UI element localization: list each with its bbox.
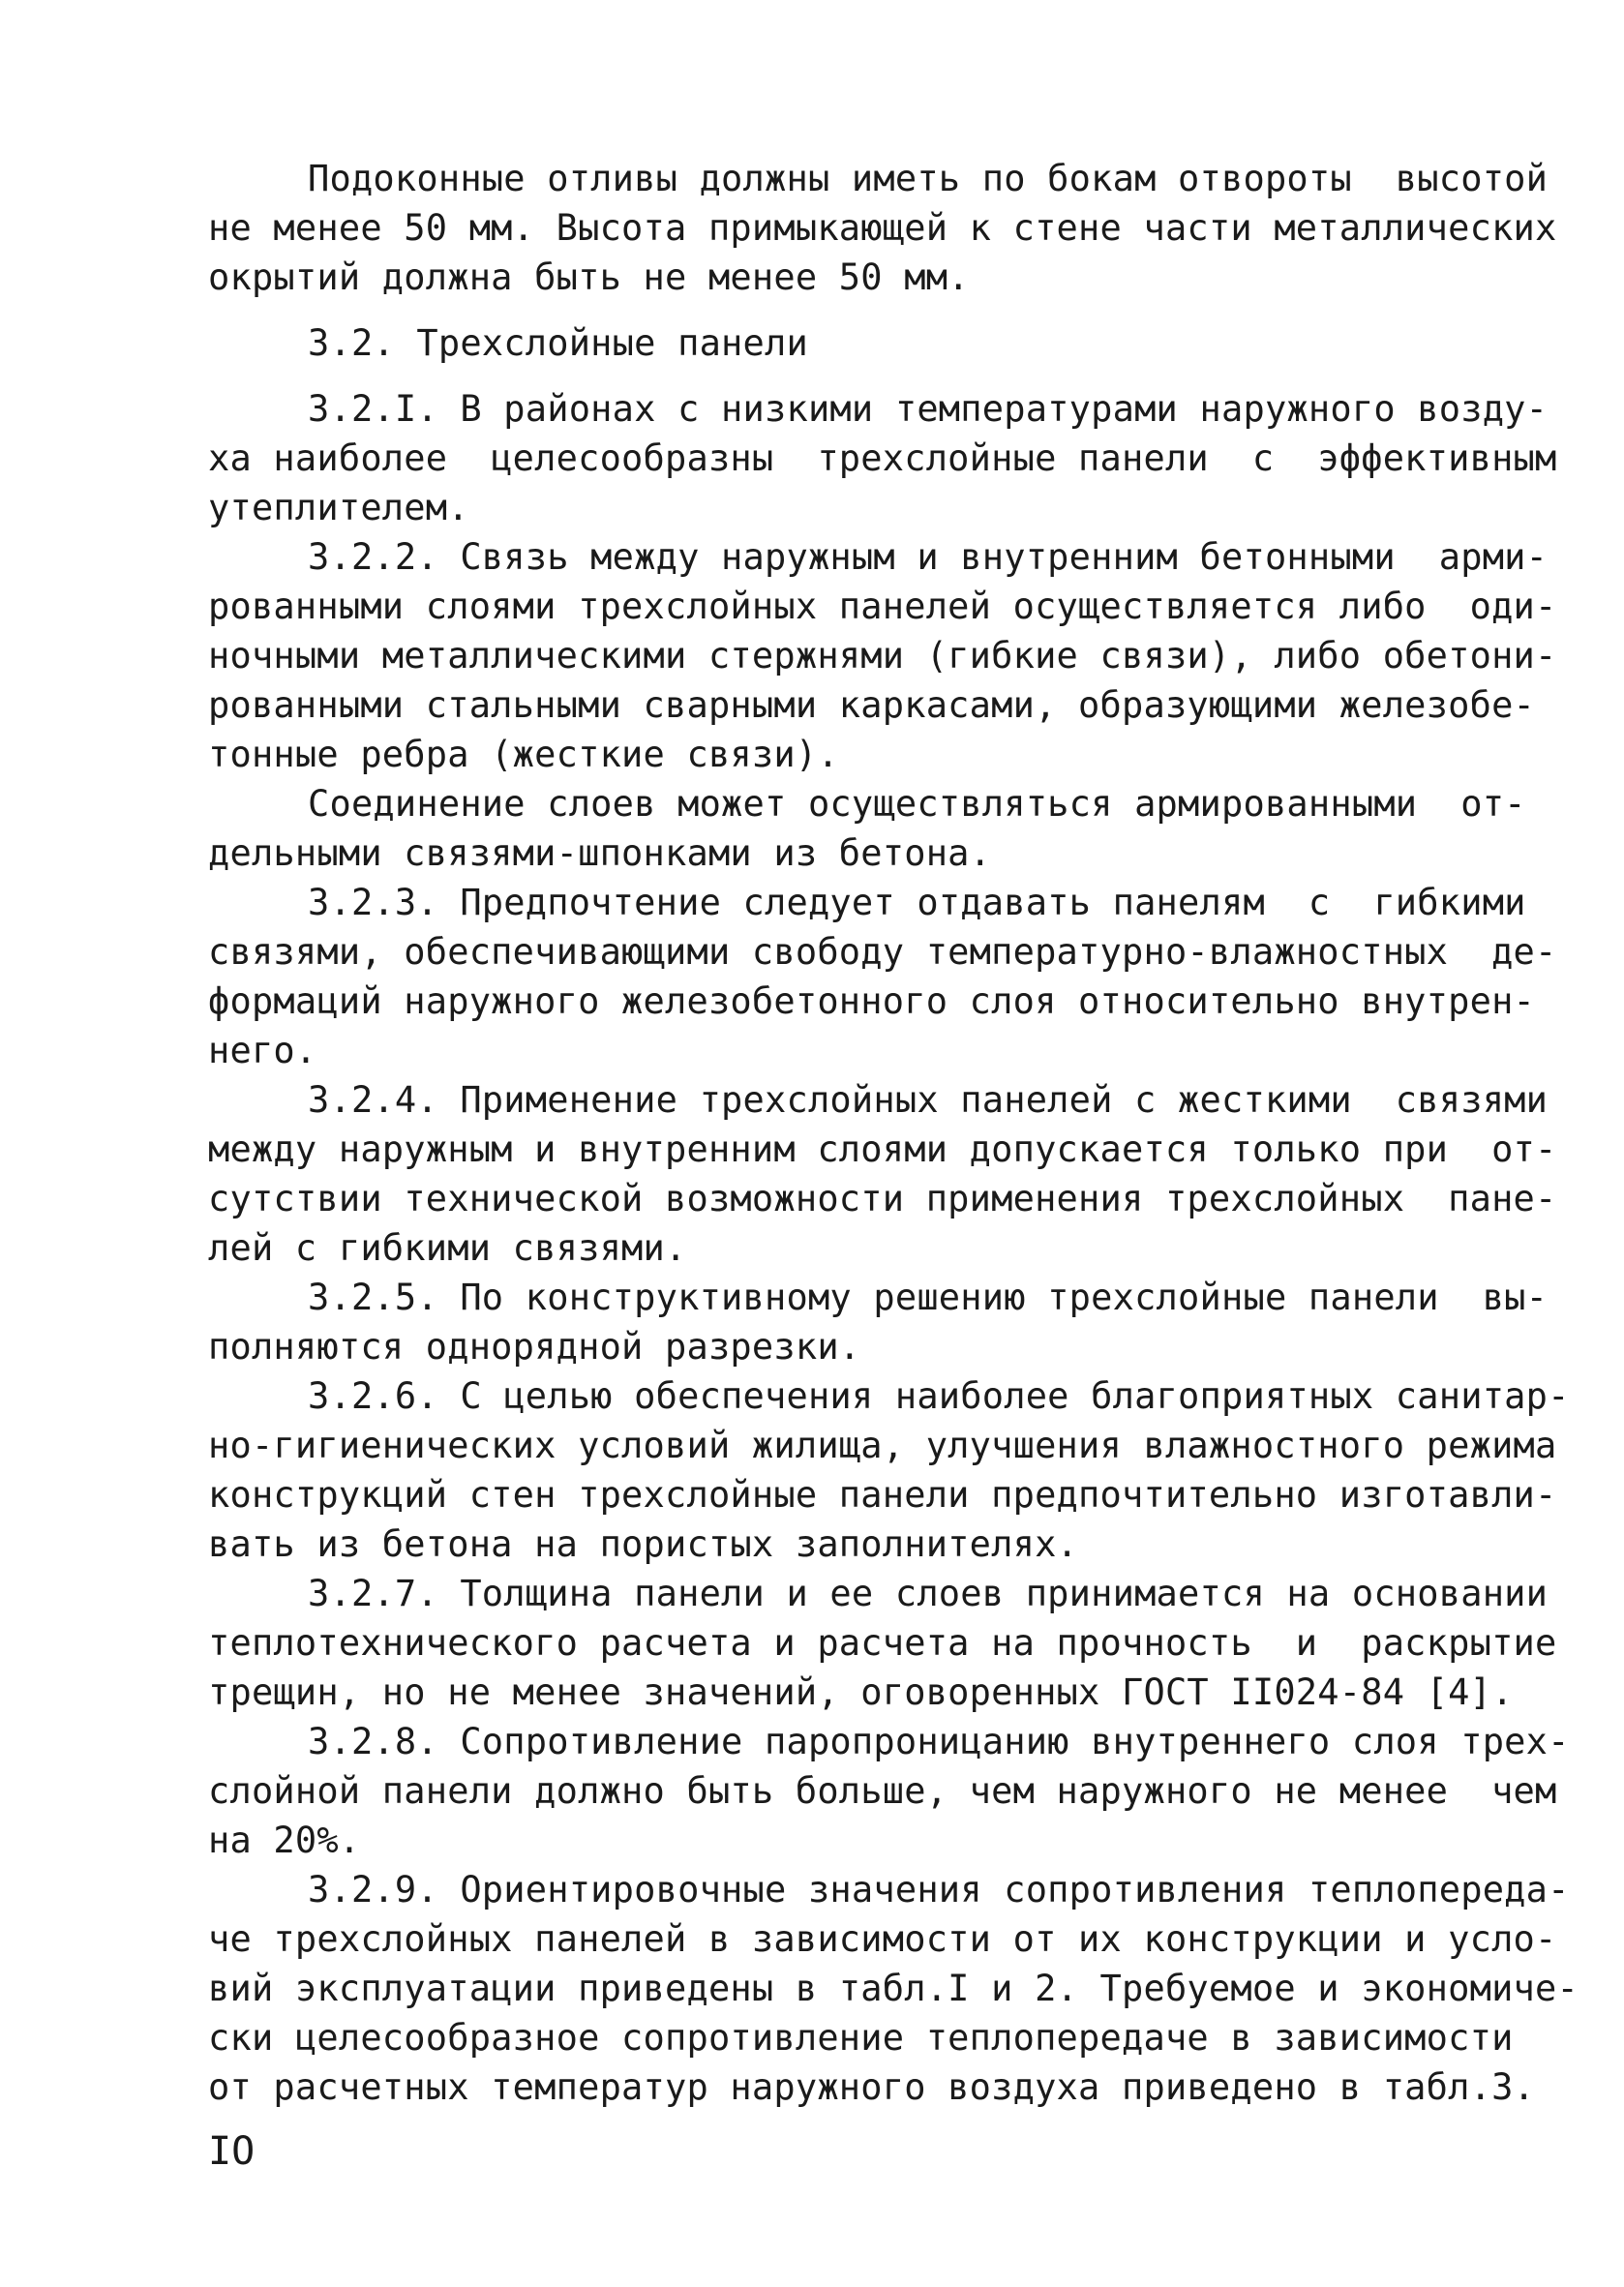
paragraph-line: 3.2.9. Ориентировочные значения сопротивления теплопереда- xyxy=(308,1869,1570,1911)
paragraph-line: 3.2.4. Применение трехслойных панелей с жесткими связями xyxy=(308,1079,1549,1121)
paragraph-line: 3.2.3. Предпочтение следует отдавать панелям с гибкими xyxy=(308,882,1526,923)
paragraph-line: утеплителем. xyxy=(208,487,469,528)
paragraph-line: Соединение слоев может осуществляться армированными от- xyxy=(308,783,1526,825)
paragraph-line: лей с гибкими связями. xyxy=(208,1227,687,1269)
paragraph-line: Подоконные отливы должны иметь по бокам отвороты высотой xyxy=(308,158,1549,199)
paragraph-line: связями, обеспечивающими свободу температурно-влажностных де- xyxy=(208,931,1557,973)
paragraph-line: ха наиболее целесообразны трехслойные панели с эффективным xyxy=(208,437,1557,479)
paragraph-line: рованными стальными сварными каркасами, образующими железобе- xyxy=(208,684,1536,726)
paragraph-line: не менее 50 мм. Высота примыкающей к стене части металлических xyxy=(208,207,1557,249)
paragraph-line: 3.2.2. Связь между наружным и внутренним бетонными арми- xyxy=(308,536,1549,578)
paragraph-line: 3.2.7. Толщина панели и ее слоев принимается на основании xyxy=(308,1573,1549,1614)
paragraph-line: на 20%. xyxy=(208,1820,361,1861)
paragraph-line: него. xyxy=(208,1030,317,1071)
paragraph-line: теплотехнического расчета и расчета на прочность и раскрытие xyxy=(208,1622,1557,1664)
paragraph-line: трещин, но не менее значений, оговоренных ГОСТ II024-84 [4]. xyxy=(208,1671,1514,1713)
paragraph-line: сутствии технической возможности применения трехслойных пане- xyxy=(208,1178,1557,1219)
paragraph-line: 3.2.I. В районах с низкими температурами наружного возду- xyxy=(308,388,1549,430)
paragraph-line: вать из бетона на пористых заполнителях. xyxy=(208,1523,1079,1565)
paragraph-line: формаций наружного железобетонного слоя относительно внутрен- xyxy=(208,980,1536,1022)
paragraph-line: 3.2.6. С целью обеспечения наиболее благоприятных санитар- xyxy=(308,1375,1570,1417)
paragraph-line: че трехслойных панелей в зависимости от их конструкции и усло- xyxy=(208,1918,1557,1960)
paragraph-line: 3.2.5. По конструктивному решению трехслойные панели вы- xyxy=(308,1277,1549,1318)
paragraph-line: слойной панели должно быть больше, чем наружного не менее чем xyxy=(208,1770,1557,1812)
paragraph-line: между наружным и внутренним слоями допускается только при от- xyxy=(208,1128,1557,1170)
paragraph-line: рованными слоями трехслойных панелей осуществляется либо оди- xyxy=(208,586,1557,627)
paragraph-line: тонные ребра (жесткие связи). xyxy=(208,734,839,775)
paragraph-line: полняются однорядной разрезки. xyxy=(208,1326,861,1368)
paragraph-line: 3.2.8. Сопротивление паропроницанию внутреннего слоя трех- xyxy=(308,1721,1570,1762)
section-heading: 3.2. Трехслойные панели xyxy=(308,322,808,364)
page-number: IO xyxy=(208,2129,256,2174)
paragraph-line: ночными металлическими стержнями (гибкие связи), либо обетони- xyxy=(208,635,1557,677)
paragraph-line: вий эксплуатации приведены в табл.I и 2. Требуемое и экономиче- xyxy=(208,1968,1579,2009)
paragraph-line: от расчетных температур наружного воздуха приведено в табл.3. xyxy=(208,2066,1536,2108)
paragraph-line: ски целесообразное сопротивление теплопередаче в зависимости xyxy=(208,2017,1514,2059)
paragraph-line: но-гигиенических условий жилища, улучшения влажностного режима xyxy=(208,1425,1557,1466)
paragraph-line: окрытий должна быть не менее 50 мм. xyxy=(208,256,970,298)
paragraph-line: дельными связями-шпонками из бетона. xyxy=(208,832,992,874)
paragraph-line: конструкций стен трехслойные панели предпочтительно изготавли- xyxy=(208,1474,1557,1516)
